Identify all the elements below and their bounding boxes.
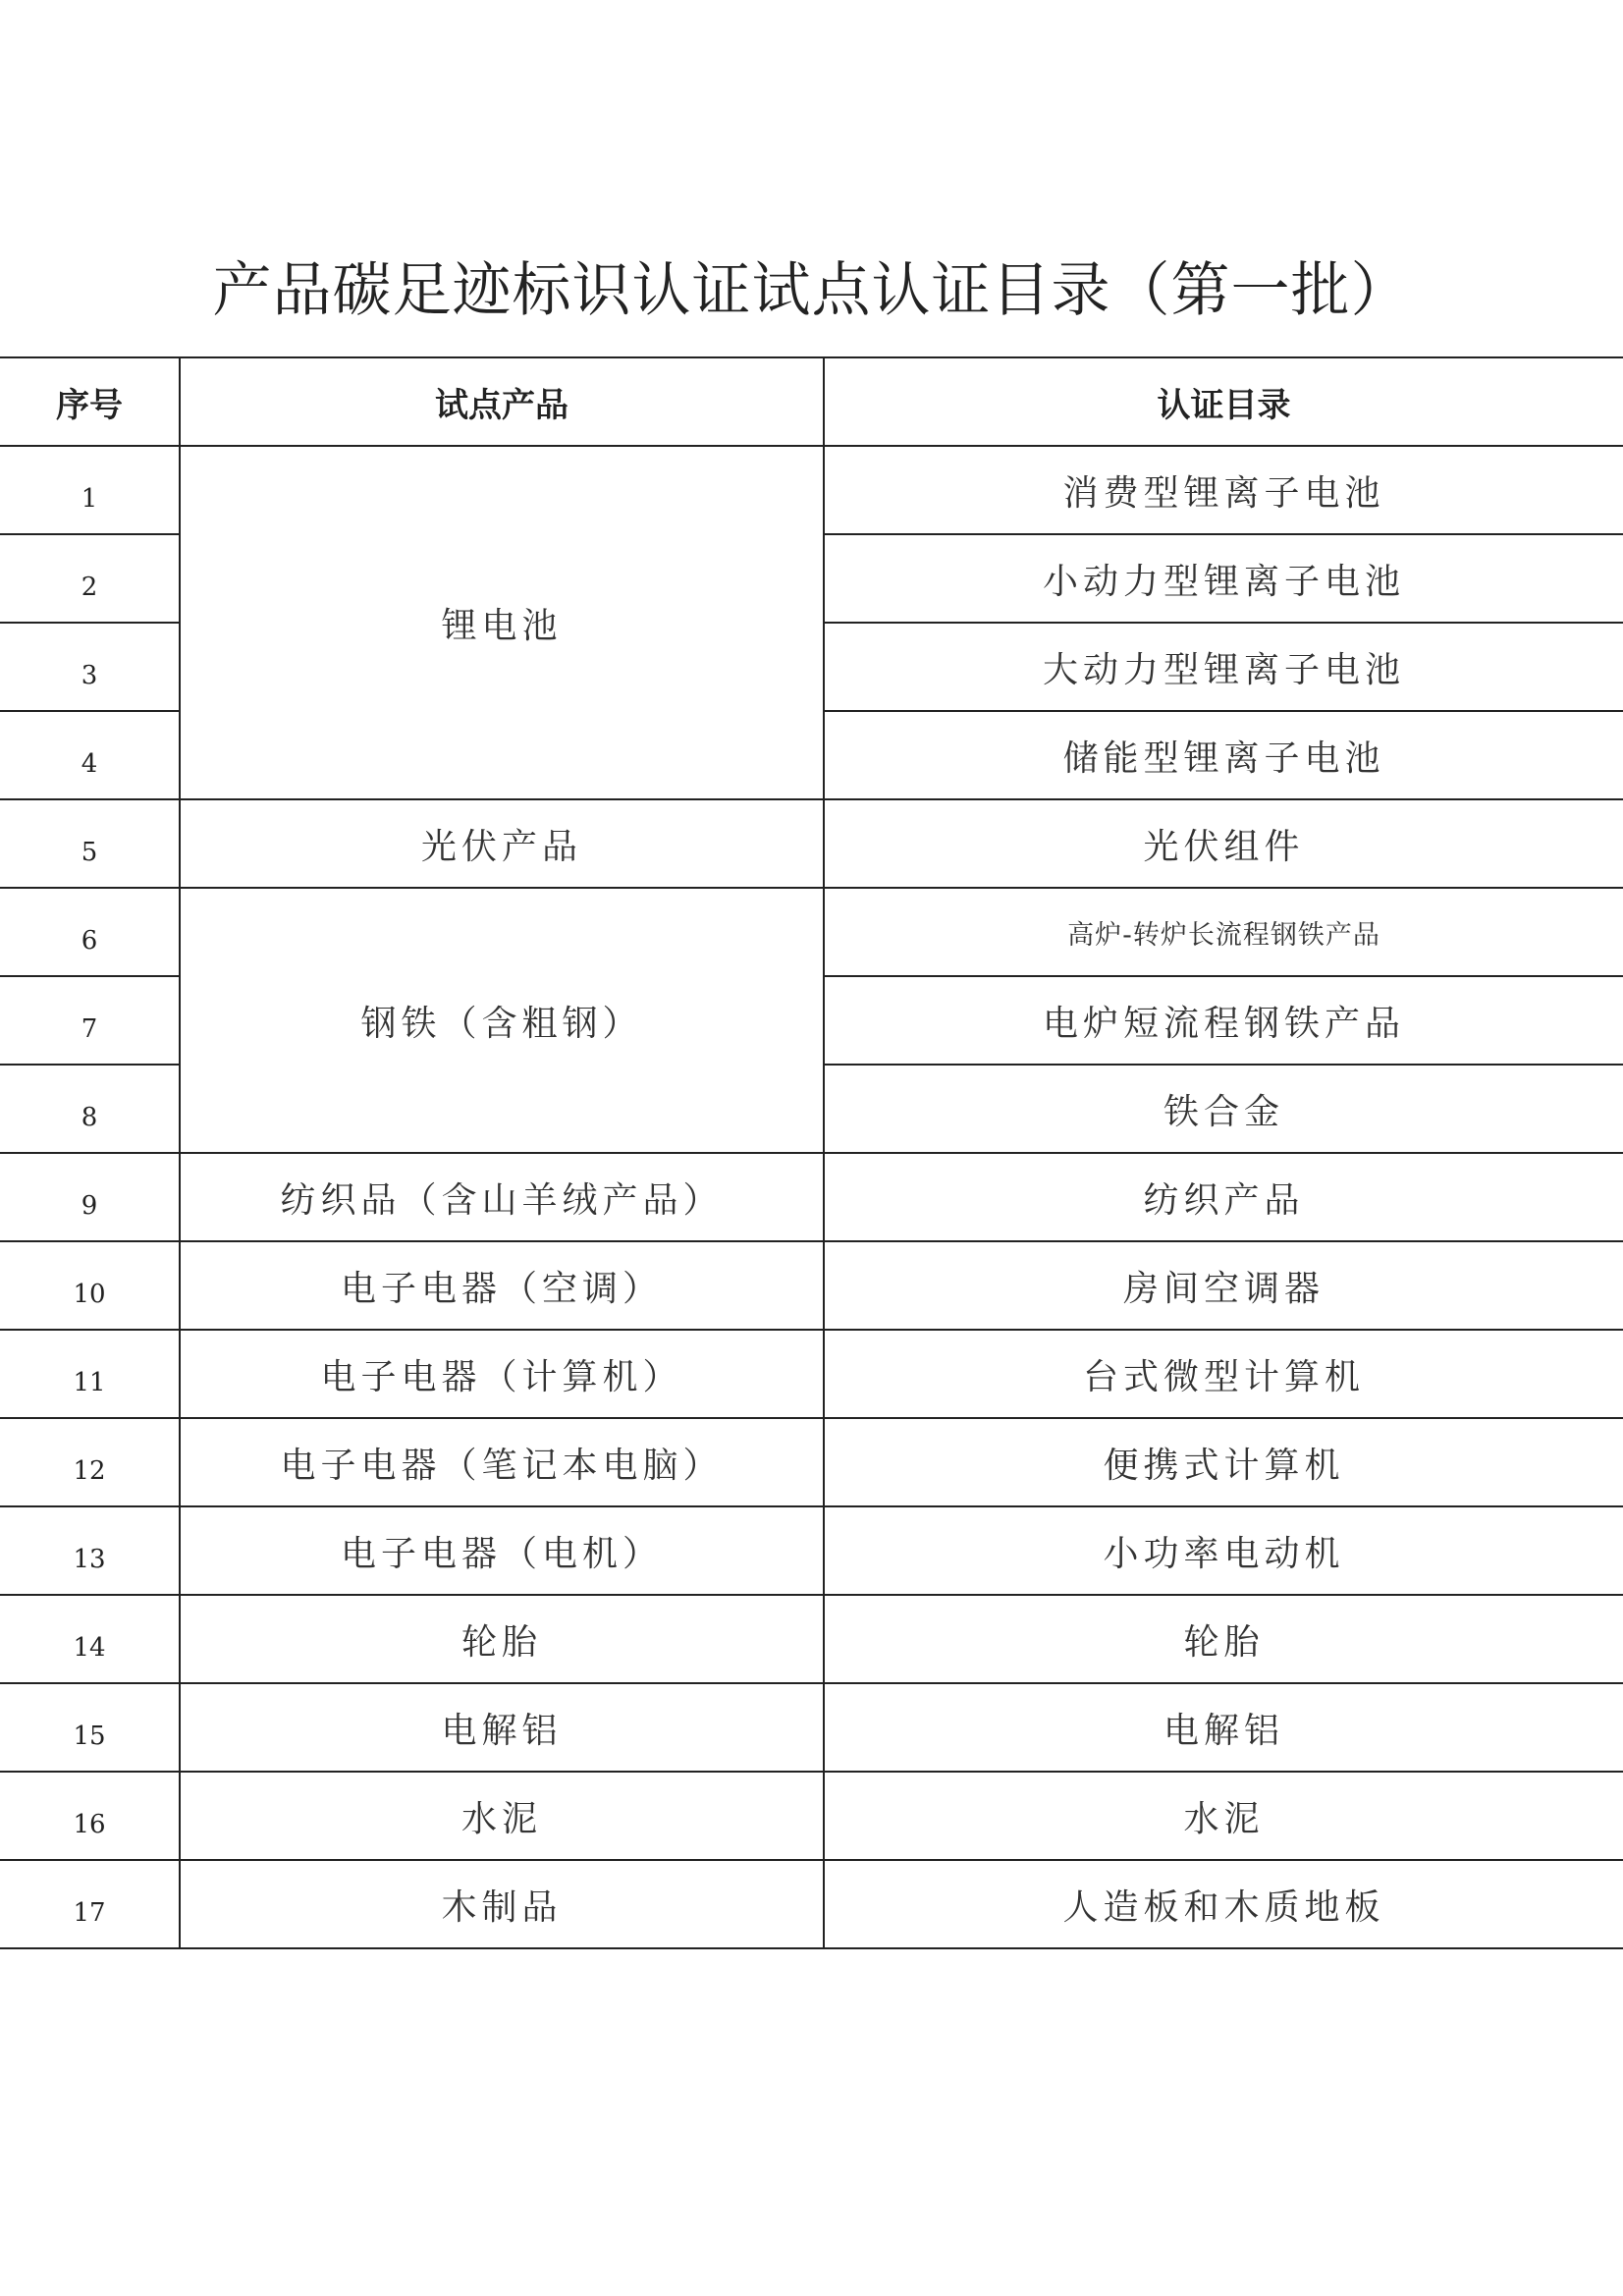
row-pilot-product: 轮胎 xyxy=(180,1595,824,1683)
row-catalog-item: 电解铝 xyxy=(824,1683,1623,1772)
table-row xyxy=(0,1153,1623,1241)
table-row xyxy=(0,1772,1623,1860)
table-row xyxy=(0,1241,1623,1330)
row-seq-number: 4 xyxy=(0,711,180,799)
row-catalog-item: 消费型锂离子电池 xyxy=(824,446,1623,534)
row-seq-number: 15 xyxy=(0,1683,180,1772)
row-seq-number: 16 xyxy=(0,1772,180,1860)
row-seq-number: 3 xyxy=(0,623,180,711)
certification-catalog-table xyxy=(0,356,1623,1949)
row-seq-number: 7 xyxy=(0,976,180,1065)
table-row xyxy=(0,799,1623,888)
row-pilot-product: 水泥 xyxy=(180,1772,824,1860)
page-title: 产品碳足迹标识认证试点认证目录（第一批） xyxy=(212,256,1411,325)
row-catalog-item: 大动力型锂离子电池 xyxy=(824,623,1623,711)
row-catalog-item: 铁合金 xyxy=(824,1065,1623,1153)
row-pilot-product: 锂电池 xyxy=(180,446,824,799)
row-pilot-product: 电子电器（电机） xyxy=(180,1506,824,1595)
row-seq-number: 13 xyxy=(0,1506,180,1595)
row-catalog-item: 光伏组件 xyxy=(824,799,1623,888)
row-pilot-product: 光伏产品 xyxy=(180,799,824,888)
row-catalog-item: 小功率电动机 xyxy=(824,1506,1623,1595)
row-catalog-item: 电炉短流程钢铁产品 xyxy=(824,976,1623,1065)
row-seq-number: 17 xyxy=(0,1860,180,1948)
row-pilot-product: 电解铝 xyxy=(180,1683,824,1772)
row-seq-number: 1 xyxy=(0,446,180,534)
row-seq-number: 10 xyxy=(0,1241,180,1330)
row-catalog-item: 水泥 xyxy=(824,1772,1623,1860)
table-row xyxy=(0,1595,1623,1683)
row-catalog-item: 房间空调器 xyxy=(824,1241,1623,1330)
row-catalog-item: 纺织产品 xyxy=(824,1153,1623,1241)
row-seq-number: 8 xyxy=(0,1065,180,1153)
row-catalog-item: 高炉-转炉长流程钢铁产品 xyxy=(824,888,1623,976)
row-seq-number: 6 xyxy=(0,888,180,976)
header-seq: 序号 xyxy=(0,357,180,446)
row-seq-number: 14 xyxy=(0,1595,180,1683)
row-pilot-product: 木制品 xyxy=(180,1860,824,1948)
row-pilot-product: 电子电器（笔记本电脑） xyxy=(180,1418,824,1506)
row-catalog-item: 人造板和木质地板 xyxy=(824,1860,1623,1948)
row-pilot-product: 电子电器（计算机） xyxy=(180,1330,824,1418)
header-catalog: 认证目录 xyxy=(824,357,1623,446)
row-catalog-item: 便携式计算机 xyxy=(824,1418,1623,1506)
table-row xyxy=(0,446,1623,534)
table-row xyxy=(0,1860,1623,1948)
header-product: 试点产品 xyxy=(180,357,824,446)
row-pilot-product: 纺织品（含山羊绒产品） xyxy=(180,1153,824,1241)
row-pilot-product: 电子电器（空调） xyxy=(180,1241,824,1330)
table-row xyxy=(0,1330,1623,1418)
row-seq-number: 5 xyxy=(0,799,180,888)
row-catalog-item: 储能型锂离子电池 xyxy=(824,711,1623,799)
table-row xyxy=(0,1418,1623,1506)
table-header-row xyxy=(0,357,1623,446)
table-body xyxy=(0,446,1623,1948)
row-seq-number: 9 xyxy=(0,1153,180,1241)
row-seq-number: 2 xyxy=(0,534,180,623)
row-catalog-item: 小动力型锂离子电池 xyxy=(824,534,1623,623)
row-seq-number: 12 xyxy=(0,1418,180,1506)
table-row xyxy=(0,1683,1623,1772)
table-row xyxy=(0,888,1623,976)
row-catalog-item: 轮胎 xyxy=(824,1595,1623,1683)
table-row xyxy=(0,1506,1623,1595)
row-seq-number: 11 xyxy=(0,1330,180,1418)
row-pilot-product: 钢铁（含粗钢） xyxy=(180,888,824,1153)
row-catalog-item: 台式微型计算机 xyxy=(824,1330,1623,1418)
